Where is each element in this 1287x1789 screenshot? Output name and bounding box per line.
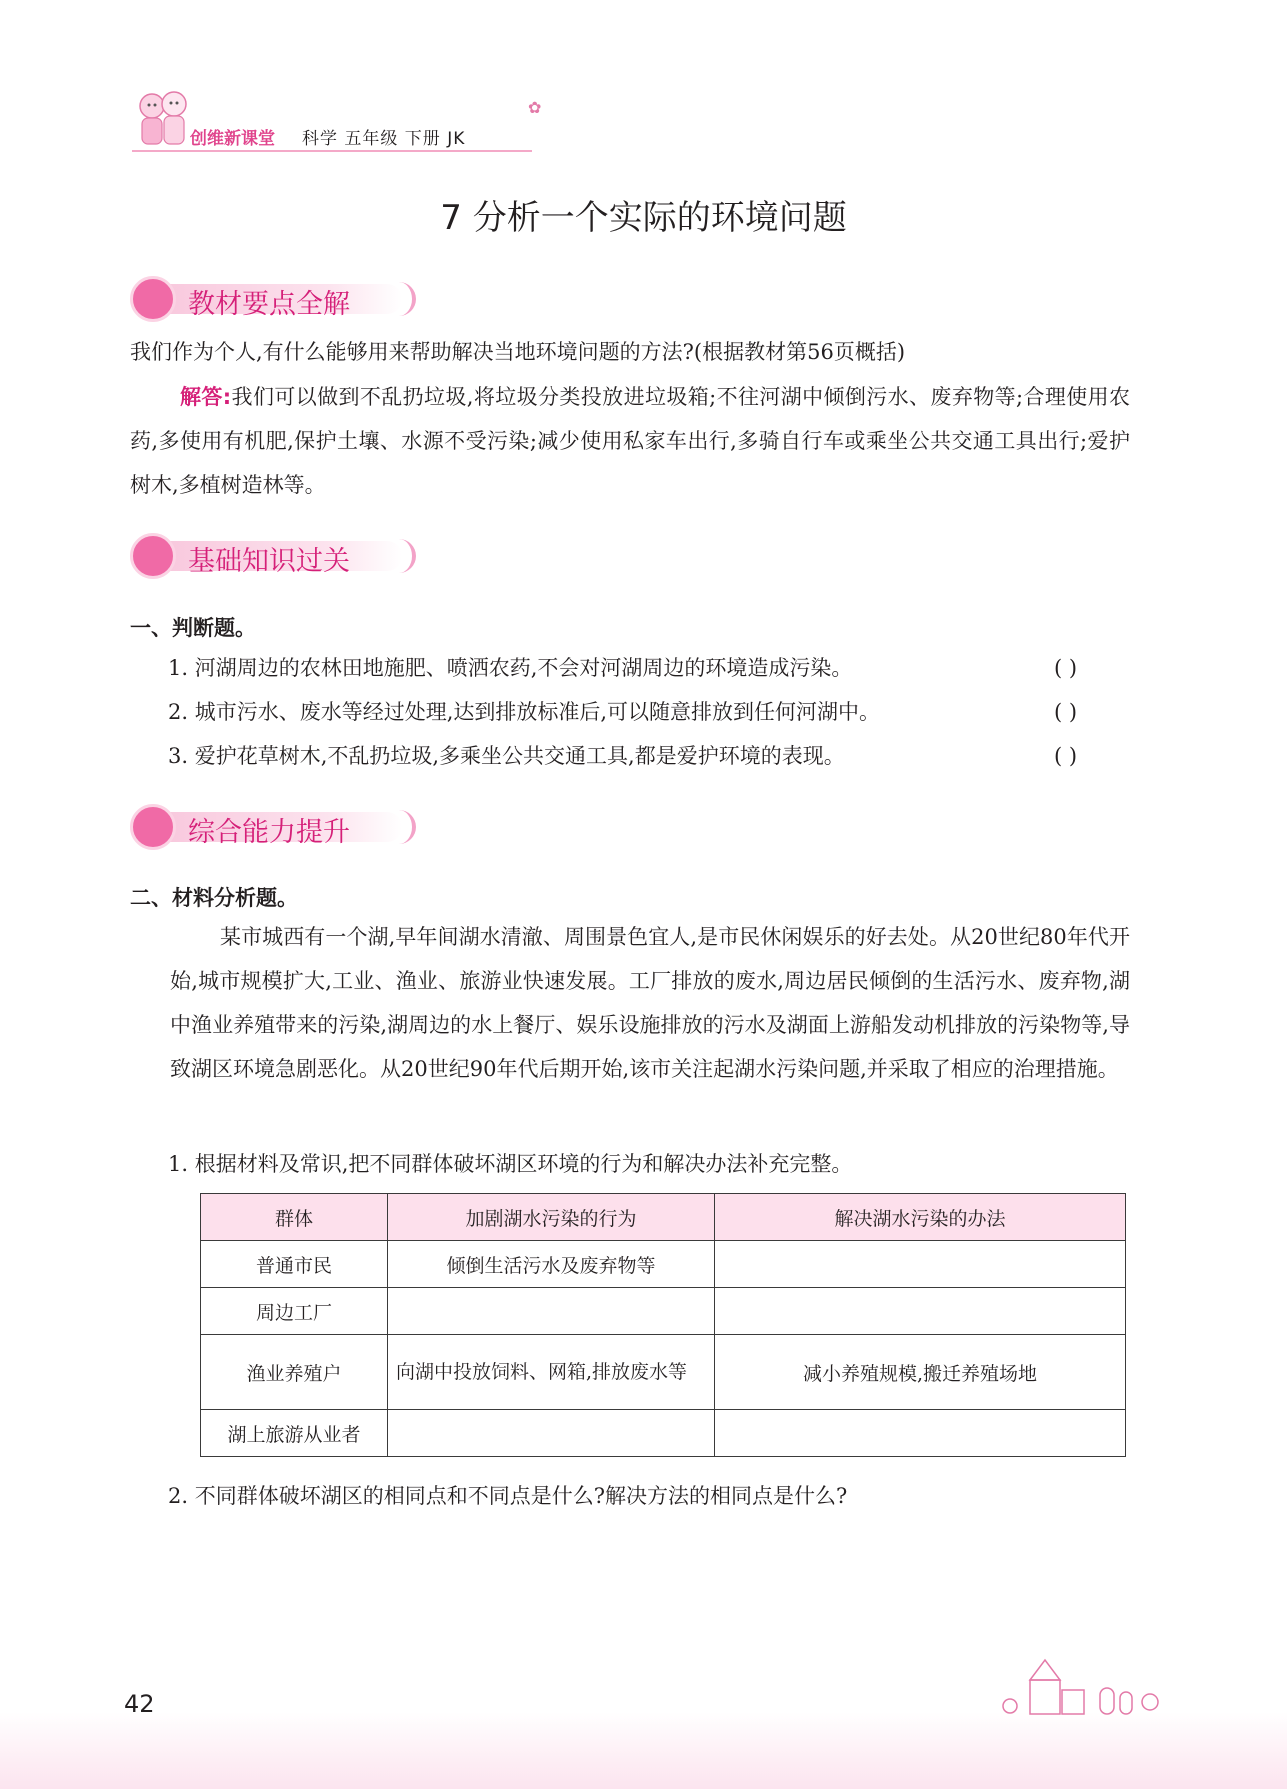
section-banner-comprehensive (130, 804, 410, 850)
table-row (201, 1335, 1126, 1410)
material-passage: 某市城西有一个湖,早年间湖水清澈、周围景色宜人,是市民休闲娱乐的好去处。从20世纪80年代开始,城市规模扩大,工业、渔业、旅游业快速发展。工厂排放的废水,周边居民倾倒的生活污水、废弃物,湖中渔业养殖带来的污染,湖周边的水上餐厅、娱乐设施排放的污水及湖面上游船发动机排放的污染物等,导致湖区环境急剧恶化。从20世纪90年代后期开始,该市关注起湖水污染问题,并采取了相应的治理措施。 (170, 925, 1130, 1081)
kids-mascot-icon (132, 88, 194, 154)
section-banner-label: 基础知识过关 (188, 546, 350, 577)
cartoon-badge-icon (130, 533, 176, 579)
group-cell: 渔业养殖户 (201, 1335, 388, 1410)
judgement-heading: 一、判断题。 (130, 616, 256, 640)
brand-name: 创维新课堂 (190, 129, 275, 149)
page-number: 42 (124, 1690, 155, 1718)
section-banner-label: 综合能力提升 (188, 817, 350, 848)
answer-text: 我们可以做到不乱扔垃圾,将垃圾分类投放进垃圾箱;不往河湖中倾倒污水、废弃物等;合理使用农药,多使用有机肥,保护土壤、水源不受污染;减少使用私家车出行,多骑自行车或乘坐公共交通工具出行;爱护树木,多植树造林等。 (130, 385, 1130, 497)
column-header: 群体 (201, 1194, 388, 1241)
judgement-text: 1. 河湖周边的农林田地施肥、喷洒农药,不会对河湖周边的环境造成污染。 (168, 656, 853, 680)
question-2: 2. 不同群体破坏湖区的相同点和不同点是什么?解决方法的相同点是什么? (168, 1484, 848, 1508)
column-header: 解决湖水污染的办法 (715, 1194, 1126, 1241)
solution-cell[interactable] (715, 1241, 1126, 1288)
answer-paragraph (130, 375, 1130, 507)
cartoon-badge-icon (130, 276, 176, 322)
column-header: 加剧湖水污染的行为 (388, 1194, 715, 1241)
behavior-cell[interactable] (388, 1410, 715, 1457)
solution-cell: 减小养殖规模,搬迁养殖场地 (715, 1335, 1126, 1410)
table-header-row (201, 1194, 1126, 1241)
solution-cell[interactable] (715, 1410, 1126, 1457)
answer-blank[interactable]: ( ) (1054, 656, 1078, 680)
table-row (201, 1288, 1126, 1335)
table-row (201, 1410, 1126, 1457)
castle-decoration-icon (990, 1650, 1170, 1720)
judgement-item (168, 690, 1128, 734)
behavior-table (200, 1193, 1126, 1457)
judgement-text: 2. 城市污水、废水等经过处理,达到排放标准后,可以随意排放到任何河湖中。 (168, 700, 881, 724)
group-cell: 周边工厂 (201, 1288, 388, 1335)
section-banner-key-points (130, 276, 410, 322)
answer-blank[interactable]: ( ) (1054, 744, 1078, 768)
lesson-title: 7 分析一个实际的环境问题 (440, 198, 847, 238)
behavior-cell: 向湖中投放饲料、网箱,排放废水等 (388, 1335, 715, 1410)
behavior-cell: 倾倒生活污水及废弃物等 (388, 1241, 715, 1288)
section-banner-basic-knowledge (130, 533, 410, 579)
answer-blank[interactable]: ( ) (1054, 700, 1078, 724)
question-1: 1. 根据材料及常识,把不同群体破坏湖区环境的行为和解决办法补充完整。 (168, 1152, 853, 1176)
header-rule (132, 150, 532, 152)
group-cell: 普通市民 (201, 1241, 388, 1288)
behavior-cell[interactable] (388, 1288, 715, 1335)
section-banner-label: 教材要点全解 (188, 289, 350, 320)
group-cell: 湖上旅游从业者 (201, 1410, 388, 1457)
solution-cell[interactable] (715, 1288, 1126, 1335)
cartoon-badge-icon (130, 804, 176, 850)
flower-icon: ✿ (528, 98, 542, 117)
table-row (201, 1241, 1126, 1288)
textbook-question: 我们作为个人,有什么能够用来帮助解决当地环境问题的方法?(根据教材第56页概括) (130, 340, 906, 364)
material-heading: 二、材料分析题。 (130, 886, 298, 910)
answer-label: 解答: (180, 385, 232, 409)
judgement-item (168, 734, 1128, 778)
book-subject: 科学 五年级 下册 JK (302, 129, 466, 149)
footer-band (0, 1712, 1287, 1789)
judgement-text: 3. 爱护花草树木,不乱扔垃圾,多乘坐公共交通工具,都是爱护环境的表现。 (168, 744, 845, 768)
judgement-item (168, 646, 1128, 690)
